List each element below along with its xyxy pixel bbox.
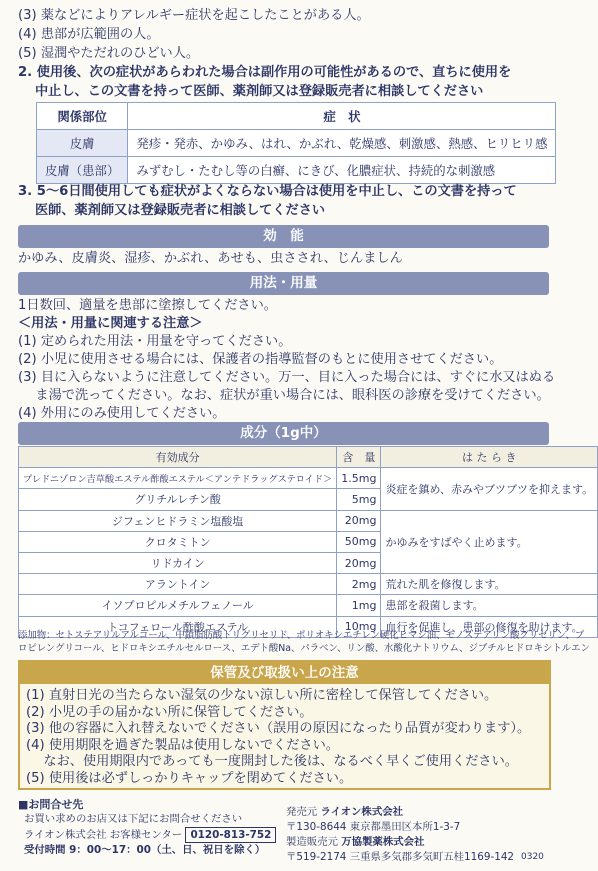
contact-section: [18, 797, 276, 858]
seller-line: [286, 805, 514, 820]
additives: [18, 629, 590, 655]
table-header: 関係部位: [37, 103, 128, 130]
seller-address: 〒130-8644 東京都墨田区本所1-3-7: [286, 821, 461, 833]
usage-section: [18, 297, 555, 423]
storage-line: (1) 直射日光の当たらない湿気の少ない涼しい所に密栓して保管してください。: [26, 688, 498, 703]
table-header: 含 量: [337, 447, 381, 468]
ingredient-name: アラントイン: [19, 574, 337, 595]
consult-warning: [18, 183, 517, 221]
storage-line: (2) 小児の手の届かない所に保管してください。: [26, 704, 313, 720]
side-effect-warning: [18, 64, 511, 102]
warning-line: 医師、薬剤師又は登録販売者に相談してください: [35, 203, 326, 218]
contact-note: お買い求めのお店又は下記にお問合せください: [24, 813, 243, 825]
ingredient-amount: 20mg: [337, 510, 381, 531]
contact-company: ライオン株式会社 お客様センター: [24, 829, 183, 841]
ingredient-amount: 10mg: [337, 616, 381, 637]
warning-line: 中止し、この文書を持って医師、薬剤師又は登録販売者に相談してください: [35, 84, 484, 99]
table-row: [19, 595, 598, 616]
efficacy-heading: 効 能: [18, 225, 549, 248]
ingredient-amount: 5mg: [337, 489, 381, 510]
ingredient-name: イソプロピルメチルフェノール: [19, 595, 337, 616]
table-row: [37, 157, 556, 184]
maker-name: 万協製薬株式会社: [341, 836, 425, 848]
storage-heading: 保管及び取扱い上の注意: [20, 662, 549, 684]
ingredient-function: 患部を殺菌します。: [381, 595, 598, 616]
usage-heading: 用法・用量: [18, 272, 549, 295]
maker-address: 〒519-2174 三重県多気郡多気町五桂1169-142: [286, 851, 515, 863]
table-row: [19, 574, 598, 595]
seller-label: 発売元: [286, 806, 318, 818]
ingredient-amount: 2mg: [337, 574, 381, 595]
usage-line: ま湯で洗ってください。なお、症状が重い場合には、眼科医の診療を受けてください。: [18, 388, 550, 403]
table-row: [37, 130, 556, 157]
ingredient-amount: 1mg: [337, 595, 381, 616]
storage-list: [26, 687, 530, 786]
table-cell: みずむし・たむし等の白癬、にきび、化膿症状、持続的な刺激感: [128, 157, 556, 184]
usage-note-title: ＜用法・用量に関連する注意＞: [18, 316, 203, 331]
phone-number: 0120-813-752: [185, 827, 276, 843]
storage-box: [18, 660, 551, 790]
warning-line: 2. 使用後、次の症状があらわれた場合は副作用の可能性があるので、直ちに使用を: [18, 65, 512, 80]
additives-line: 添加物：セトステアリルアルコール、中鎖脂肪酸トリグリセリド、ポリオキシエチレン硬化ヒマシ油、モノステアリン酸グリセリン、プ: [18, 630, 585, 641]
table-row: [19, 468, 598, 489]
ingredients-table: [18, 446, 598, 638]
warning-line: 3. 5～6日間使用しても症状がよくならない場合は使用を中止し、この文書を持って: [18, 184, 517, 199]
storage-line: (5) 使用後は必ずしっかりキャップを閉めてください。: [26, 770, 353, 786]
ingredient-name: クロタミトン: [19, 531, 337, 552]
usage-line: 1日数回、適量を患部に塗擦してください。: [18, 298, 277, 313]
ingredient-name: ジフェンヒドラミン塩酸塩: [19, 510, 337, 531]
usage-line: (3) 目に入らないように注意してください。万一、目に入った場合には、すぐに水又はぬる: [18, 370, 556, 385]
top-list: [18, 7, 370, 64]
list-item: (5) 湿潤やただれのひどい人。: [18, 46, 200, 61]
maker-line: [286, 835, 514, 850]
usage-line: (1) 定められた用法・用量を守ってください。: [18, 334, 292, 349]
ingredient-amount: 50mg: [337, 531, 381, 552]
ingredient-function: 荒れた肌を修復します。: [381, 574, 598, 595]
usage-line: (4) 外用にのみ使用してください。: [18, 406, 226, 421]
ingredient-name: トコフェロール酢酸エステル: [19, 616, 337, 637]
table-header: 症 状: [128, 103, 556, 130]
efficacy-text: かゆみ、皮膚炎、湿疹、かぶれ、あせも、虫さされ、じんましん: [18, 251, 403, 266]
ingredient-name: グリチルレチン酸: [19, 489, 337, 510]
ingredient-name: リドカイン: [19, 552, 337, 573]
table-header: は た ら き: [381, 447, 598, 468]
storage-line: (3) 他の容器に入れ替えないでください（誤用の原因になったり品質が変わります）。: [26, 721, 531, 736]
seller-name: ライオン株式会社: [320, 806, 403, 818]
ingredient-function: 血行を促進し、患部の修復を助けます。: [381, 616, 598, 637]
table-row: [19, 510, 598, 531]
side-effect-table: [36, 102, 556, 184]
contact-phone-line: [18, 827, 276, 843]
table-cell: 皮膚: [37, 130, 128, 157]
table-header: 有効成分: [19, 447, 337, 468]
company-section: [286, 805, 514, 865]
contact-hours: 受付時間 9：00～17：00（土、日、祝日を除く）: [24, 844, 266, 856]
list-item: (3) 薬などによりアレルギー症状を起こしたことがある人。: [18, 8, 370, 23]
storage-line: なお、使用期限内であっても一度開封した後は、なるべく早くご使用ください。: [26, 754, 518, 769]
list-item: (4) 患部が広範囲の人。: [18, 27, 160, 42]
ingredient-name: プレドニゾロン吉草酸エステル酢酸エステル＜アンテドラッグステロイド＞: [19, 468, 337, 489]
additives-line: ロピレングリコール、ヒドロキシエチルセルロース、エデト酸Na、パラベン、リン酸、水酸化ナトリウム、ジブチルヒドロキシトルエン: [18, 643, 590, 654]
table-cell: 皮膚（患部）: [37, 157, 128, 184]
contact-title: ■お問合せ先: [18, 798, 84, 811]
table-cell: 発疹・発赤、かゆみ、はれ、かぶれ、乾燥感、刺激感、熱感、ヒリヒリ感: [128, 130, 556, 157]
document-code: 0320: [521, 852, 544, 862]
usage-line: (2) 小児に使用させる場合には、保護者の指導監督のもとに使用させてください。: [18, 352, 503, 367]
ingredient-amount: 1.5mg: [337, 468, 381, 489]
ingredient-function: 炎症を鎮め、赤みやブツブツを抑えます。: [381, 468, 598, 510]
ingredient-amount: 20mg: [337, 552, 381, 573]
ingredients-heading: 成分（1g中）: [18, 422, 549, 445]
maker-label: 製造販売元: [286, 836, 338, 848]
storage-line: (4) 使用期限を過ぎた製品は使用しないでください。: [26, 737, 339, 753]
ingredient-function: かゆみをすばやく止めます。: [381, 510, 598, 574]
